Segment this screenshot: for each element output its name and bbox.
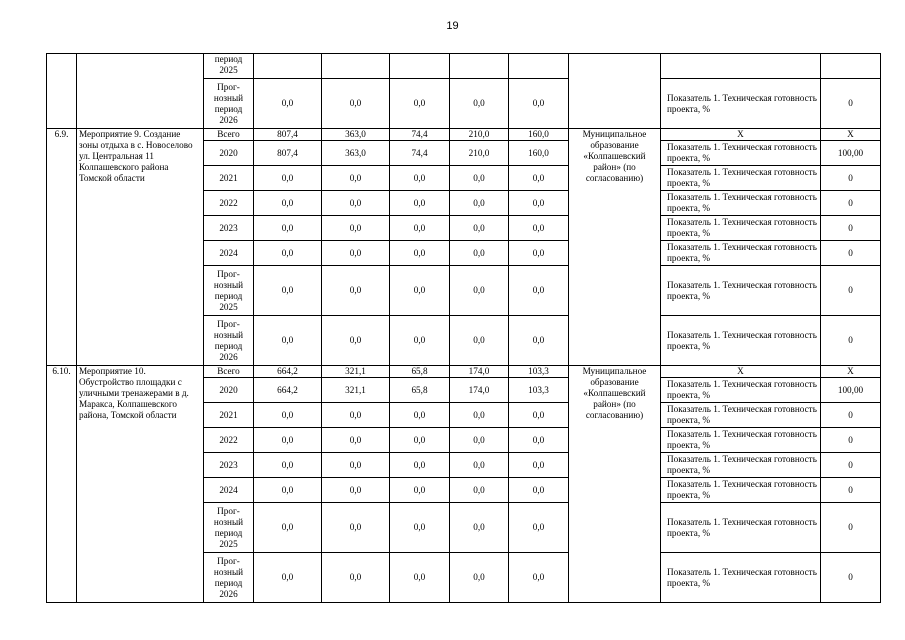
value-cell: 0,0 (390, 478, 450, 503)
value-cell: 174,0 (450, 378, 509, 403)
target-cell: 0 (821, 428, 881, 453)
value-cell (450, 54, 509, 79)
period-cell: Прог-нозный период 2025 (204, 266, 254, 316)
value-cell: 0,0 (450, 316, 509, 366)
table-row (47, 54, 881, 79)
value-cell: 0,0 (390, 428, 450, 453)
value-cell: 0,0 (322, 503, 390, 553)
period-cell: 2020 (204, 141, 254, 166)
value-cell: 0,0 (450, 216, 509, 241)
period-cell: 2021 (204, 403, 254, 428)
value-cell: 0,0 (509, 316, 569, 366)
period-cell: 2024 (204, 478, 254, 503)
event-executor: Муниципальное образование «Колпашевский район» (по согласованию) (569, 129, 661, 366)
event-executor: Муниципальное образование «Колпашевский район» (по согласованию) (569, 366, 661, 603)
indicator-cell: X (661, 366, 821, 378)
value-cell: 0,0 (322, 428, 390, 453)
value-cell: 0,0 (450, 191, 509, 216)
value-cell: 0,0 (254, 191, 322, 216)
value-cell: 65,8 (390, 366, 450, 378)
value-cell: 0,0 (254, 428, 322, 453)
value-cell: 0,0 (390, 553, 450, 603)
value-cell: 363,0 (322, 141, 390, 166)
value-cell: 0,0 (509, 553, 569, 603)
value-cell: 0,0 (450, 478, 509, 503)
period-cell: 2023 (204, 216, 254, 241)
indicator-cell: Показатель 1. Техническая готовность проекта, % (661, 216, 821, 241)
value-cell: 0,0 (390, 266, 450, 316)
value-cell: 103,3 (509, 378, 569, 403)
indicator-cell: Показатель 1. Техническая готовность проекта, % (661, 316, 821, 366)
value-cell: 0,0 (390, 316, 450, 366)
indicator-cell (661, 54, 821, 79)
event-name: Мероприятие 10. Обустройство площадки с уличными тренажерами в д. Маракса, Колпашевского района, Томской области (77, 366, 204, 603)
value-cell: 0,0 (254, 266, 322, 316)
value-cell: 0,0 (509, 266, 569, 316)
value-cell: 0,0 (254, 553, 322, 603)
value-cell: 210,0 (450, 129, 509, 141)
value-cell: 0,0 (322, 453, 390, 478)
period-cell: 2022 (204, 191, 254, 216)
period-cell: 2023 (204, 453, 254, 478)
value-cell: 0,0 (390, 79, 450, 129)
value-cell: 0,0 (254, 216, 322, 241)
value-cell: 0,0 (322, 403, 390, 428)
value-cell: 0,0 (322, 241, 390, 266)
value-cell: 0,0 (509, 216, 569, 241)
value-cell: 0,0 (390, 241, 450, 266)
target-cell: 0 (821, 553, 881, 603)
value-cell: 0,0 (254, 241, 322, 266)
value-cell: 0,0 (509, 403, 569, 428)
target-cell: 0 (821, 166, 881, 191)
program-table (46, 53, 881, 603)
value-cell: 807,4 (254, 129, 322, 141)
value-cell: 0,0 (509, 241, 569, 266)
indicator-cell: Показатель 1. Техническая готовность проекта, % (661, 79, 821, 129)
value-cell: 0,0 (450, 553, 509, 603)
event-number: 6.9. (47, 129, 77, 366)
target-cell: 0 (821, 403, 881, 428)
table-row (47, 366, 881, 378)
value-cell: 0,0 (450, 503, 509, 553)
indicator-cell: Показатель 1. Техническая готовность проекта, % (661, 478, 821, 503)
indicator-cell: X (661, 129, 821, 141)
indicator-cell: Показатель 1. Техническая готовность проекта, % (661, 553, 821, 603)
event-name: Мероприятие 9. Создание зоны отдыха в с. Новоселово ул. Центральная 11 Колпашевского района Томской области (77, 129, 204, 366)
indicator-cell: Показатель 1. Техническая готовность проекта, % (661, 453, 821, 478)
period-cell: Всего (204, 129, 254, 141)
indicator-cell: Показатель 1. Техническая готовность проекта, % (661, 191, 821, 216)
value-cell: 74,4 (390, 129, 450, 141)
value-cell: 0,0 (390, 166, 450, 191)
table-row (47, 129, 881, 141)
value-cell: 0,0 (450, 428, 509, 453)
indicator-cell: Показатель 1. Техническая готовность проекта, % (661, 503, 821, 553)
value-cell: 0,0 (322, 266, 390, 316)
indicator-cell: Показатель 1. Техническая готовность проекта, % (661, 378, 821, 403)
event-number: 6.10. (47, 366, 77, 603)
period-cell: 2021 (204, 166, 254, 191)
value-cell: 0,0 (322, 166, 390, 191)
value-cell: 321,1 (322, 378, 390, 403)
value-cell: 0,0 (509, 166, 569, 191)
indicator-cell: Показатель 1. Техническая готовность проекта, % (661, 166, 821, 191)
indicator-cell: Показатель 1. Техническая готовность проекта, % (661, 428, 821, 453)
indicator-cell: Показатель 1. Техническая готовность проекта, % (661, 241, 821, 266)
value-cell: 210,0 (450, 141, 509, 166)
value-cell: 0,0 (254, 503, 322, 553)
value-cell: 0,0 (254, 166, 322, 191)
value-cell: 0,0 (254, 316, 322, 366)
target-cell: 100,00 (821, 378, 881, 403)
value-cell: 103,3 (509, 366, 569, 378)
period-cell: Прог-нозный период 2026 (204, 79, 254, 129)
value-cell (509, 54, 569, 79)
value-cell: 363,0 (322, 129, 390, 141)
target-cell (821, 54, 881, 79)
value-cell: 74,4 (390, 141, 450, 166)
value-cell: 0,0 (390, 216, 450, 241)
target-cell: 0 (821, 241, 881, 266)
value-cell: 0,0 (322, 553, 390, 603)
value-cell: 0,0 (450, 241, 509, 266)
target-cell: X (821, 366, 881, 378)
value-cell: 0,0 (450, 266, 509, 316)
value-cell: 160,0 (509, 141, 569, 166)
value-cell: 65,8 (390, 378, 450, 403)
value-cell: 0,0 (322, 478, 390, 503)
value-cell: 160,0 (509, 129, 569, 141)
value-cell: 0,0 (322, 79, 390, 129)
value-cell (254, 54, 322, 79)
value-cell: 0,0 (254, 403, 322, 428)
value-cell: 0,0 (450, 79, 509, 129)
value-cell: 0,0 (509, 79, 569, 129)
period-cell: Прог-нозный период 2025 (204, 503, 254, 553)
value-cell (390, 54, 450, 79)
page-number: 19 (446, 20, 459, 32)
period-cell: 2022 (204, 428, 254, 453)
target-cell: 0 (821, 216, 881, 241)
indicator-cell: Показатель 1. Техническая готовность проекта, % (661, 403, 821, 428)
target-cell: X (821, 129, 881, 141)
value-cell: 0,0 (390, 403, 450, 428)
value-cell: 0,0 (450, 403, 509, 428)
value-cell: 0,0 (322, 316, 390, 366)
value-cell (322, 54, 390, 79)
target-cell: 100,00 (821, 141, 881, 166)
value-cell: 0,0 (322, 191, 390, 216)
value-cell: 0,0 (509, 428, 569, 453)
target-cell: 0 (821, 478, 881, 503)
value-cell: 0,0 (254, 79, 322, 129)
value-cell: 807,4 (254, 141, 322, 166)
value-cell: 321,1 (322, 366, 390, 378)
carry-num-cell (47, 54, 77, 129)
period-cell: Прог-нозный период 2026 (204, 316, 254, 366)
period-cell: Прог-нозный период 2026 (204, 553, 254, 603)
target-cell: 0 (821, 266, 881, 316)
value-cell: 0,0 (509, 191, 569, 216)
carry-executor-cell (569, 54, 661, 129)
value-cell: 0,0 (254, 453, 322, 478)
value-cell: 174,0 (450, 366, 509, 378)
target-cell: 0 (821, 316, 881, 366)
indicator-cell: Показатель 1. Техническая готовность проекта, % (661, 266, 821, 316)
target-cell: 0 (821, 453, 881, 478)
value-cell: 664,2 (254, 366, 322, 378)
target-cell: 0 (821, 503, 881, 553)
value-cell: 0,0 (509, 503, 569, 553)
value-cell: 0,0 (509, 453, 569, 478)
carry-name-cell (77, 54, 204, 129)
value-cell: 0,0 (254, 478, 322, 503)
value-cell: 0,0 (450, 453, 509, 478)
value-cell: 664,2 (254, 378, 322, 403)
value-cell: 0,0 (322, 216, 390, 241)
period-cell: Всего (204, 366, 254, 378)
value-cell: 0,0 (390, 503, 450, 553)
value-cell: 0,0 (509, 478, 569, 503)
value-cell: 0,0 (450, 166, 509, 191)
period-cell: 2024 (204, 241, 254, 266)
target-cell: 0 (821, 191, 881, 216)
indicator-cell: Показатель 1. Техническая готовность проекта, % (661, 141, 821, 166)
target-cell: 0 (821, 79, 881, 129)
period-cell: 2020 (204, 378, 254, 403)
value-cell: 0,0 (390, 453, 450, 478)
period-cell: период 2025 (204, 54, 254, 79)
value-cell: 0,0 (390, 191, 450, 216)
